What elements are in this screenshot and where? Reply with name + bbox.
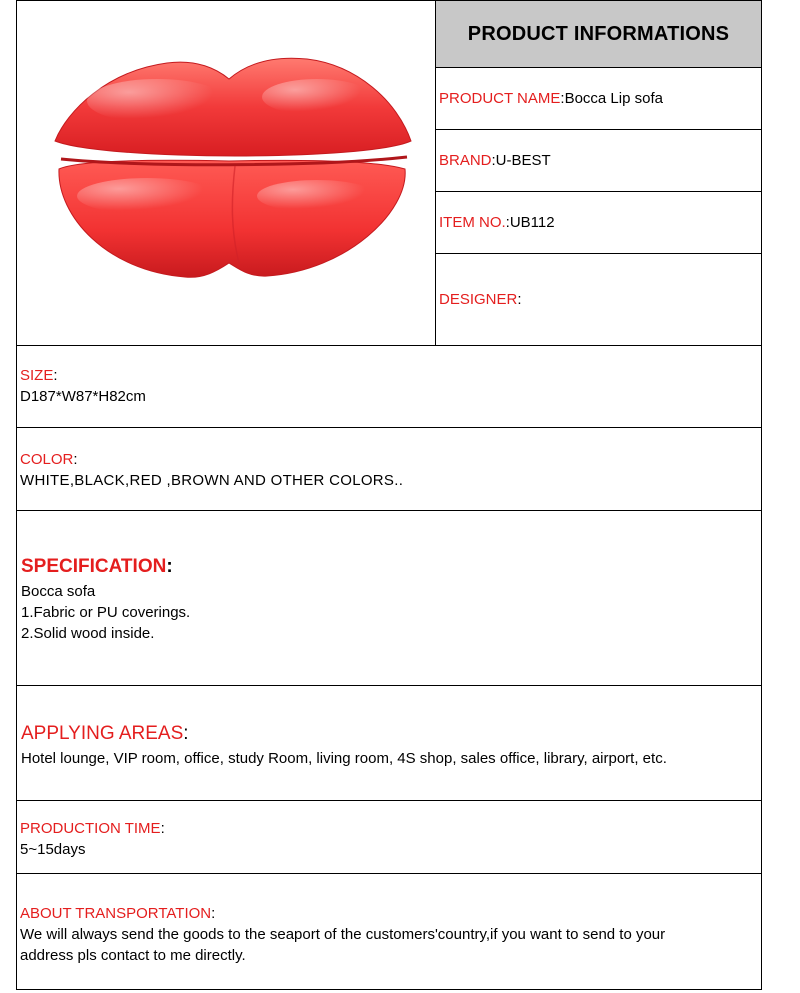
designer-value: : [517,291,522,308]
transport-label: ABOUT TRANSPORTATION [20,905,212,922]
info-table [436,1,761,345]
size-label: SIZE [20,367,54,384]
item-no-label: ITEM NO. [439,214,506,231]
info-header [436,1,761,68]
product-image [17,1,435,345]
designer-label: DESIGNER [439,291,518,308]
lower-lip [59,160,405,277]
transport-line: We will always send the goods to the seaport of the customers'country,if you want to send to your [20,926,666,943]
size-block: SIZE: D187*W87*H82cm [17,365,761,407]
transport-line: address pls contact to me directly. [20,947,246,964]
brand-value: :U-BEST [491,152,551,169]
lip-sofa-image [17,1,435,345]
color-label: COLOR [20,451,74,468]
product-name-label: PRODUCT NAME [439,90,561,107]
transport-block: ABOUT TRANSPORTATION: We will always send the goods to the seaport of the customers'country,if you want to send to your address pls contact to me directly. [17,903,761,966]
applying-value: Hotel lounge, VIP room, office, study Room, living room, 4S shop, sales office, library, airport, etc. [21,750,667,767]
spec-line: 2.Solid wood inside. [21,625,155,642]
item-no-value: :UB112 [505,214,555,231]
row-designer [436,254,761,345]
brand-label: BRAND [439,152,492,169]
product-sheet [16,0,762,990]
specification-block: SPECIFICATION: Bocca sofa 1.Fabric or PU coverings. 2.Solid wood inside. [17,554,761,644]
production-label: PRODUCTION TIME [20,820,161,837]
spec-line: 1.Fabric or PU coverings. [21,604,191,621]
production-block: PRODUCTION TIME: 5~15days [17,818,761,860]
specification-label: SPECIFICATION [21,556,167,577]
applying-label: APPLYING AREAS [21,723,184,744]
row-product-name [436,68,761,130]
color-value: WHITE,BLACK,RED ,BROWN AND OTHER COLORS.. [20,472,404,489]
applying-block: APPLYING AREAS: Hotel lounge, VIP room, office, study Room, living room, 4S shop, sales office, library, airport, etc. [17,721,761,769]
row-item-no [436,192,761,254]
info-header-title: PRODUCT INFORMATIONS [467,22,730,45]
size-value: D187*W87*H82cm [20,388,146,405]
row-brand [436,130,761,192]
details-section [16,345,762,990]
spec-line: Bocca sofa [21,583,96,600]
product-name-value: :Bocca Lip sofa [560,90,663,107]
production-value: 5~15days [20,841,86,858]
color-block: COLOR: WHITE,BLACK,RED ,BROWN AND OTHER COLORS.. [17,449,761,491]
top-section [16,0,762,346]
